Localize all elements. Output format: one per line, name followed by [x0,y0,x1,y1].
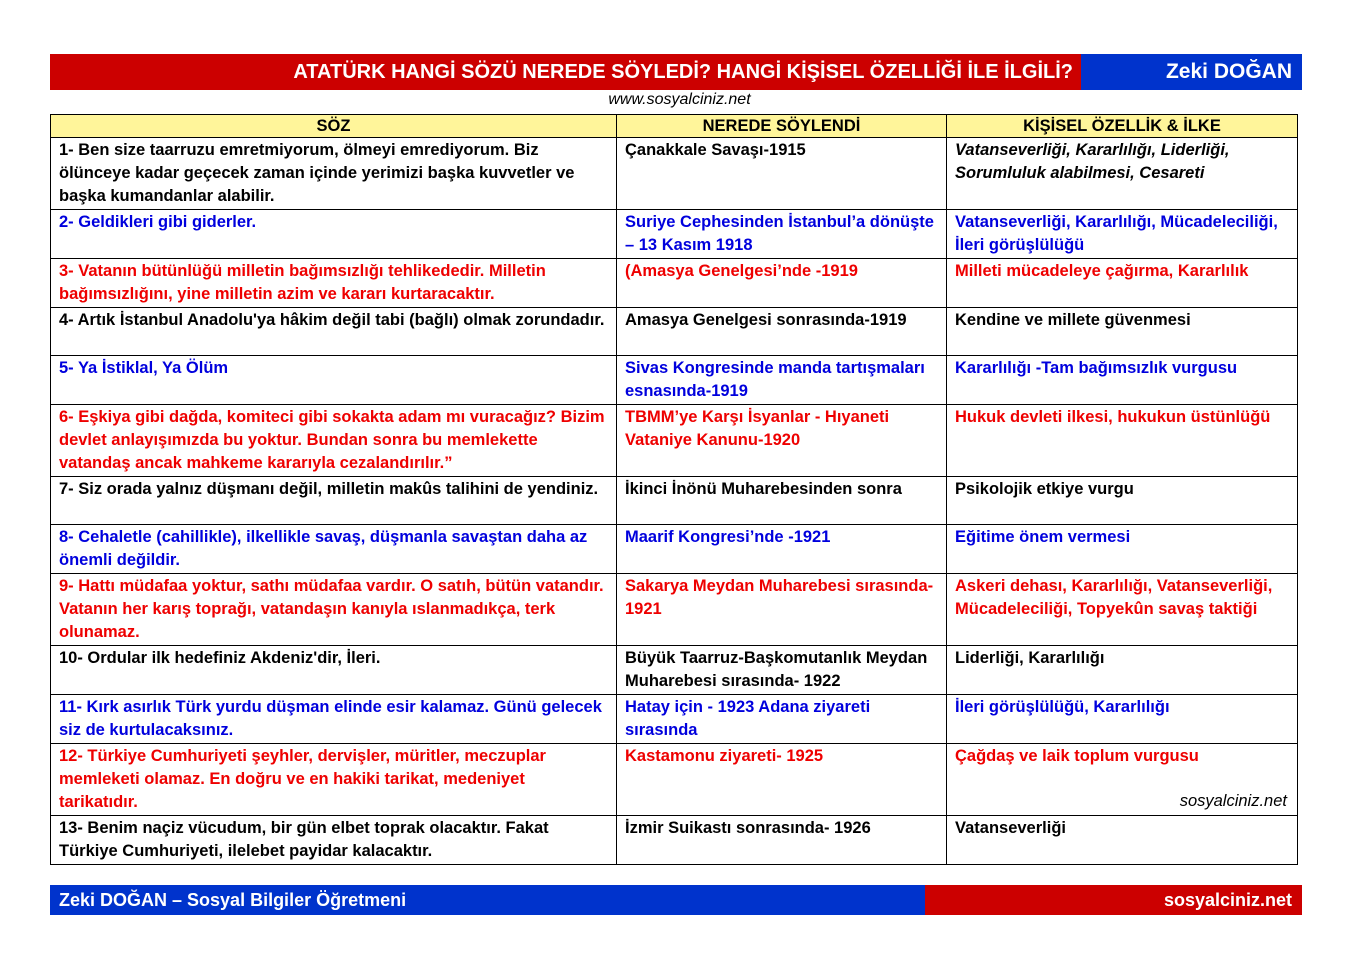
quote-cell: 5- Ya İstiklal, Ya Ölüm [51,356,617,405]
place-cell: Amasya Genelgesi sonrasında-1919 [617,308,947,356]
place-cell: Büyük Taarruz-Başkomutanlık Meydan Muharebesi sırasında- 1922 [617,646,947,695]
place-cell: Sakarya Meydan Muharebesi sırasında- 1921 [617,574,947,646]
footer-site: sosyalciniz.net [925,885,1302,915]
quote-cell: 6- Eşkiya gibi dağda, komiteci gibi sokakta adam mı vuracağız? Bizim devlet anlayışımızda bu yoktur. Bundan sonra bu memlekette vatandaş ancak mahkeme kararıyla cezalandırılır.” [51,405,617,477]
column-header-soz: SÖZ [51,115,617,138]
quote-cell: 2- Geldikleri gibi giderler. [51,210,617,259]
column-header-nerede: NEREDE SÖYLENDİ [617,115,947,138]
place-cell: Suriye Cephesinden İstanbul’a dönüşte – 13 Kasım 1918 [617,210,947,259]
footer-author: Zeki DOĞAN – Sosyal Bilgiler Öğretmeni [50,885,925,915]
place-cell: Çanakkale Savaşı-1915 [617,138,947,210]
watermark: sosyalciniz.net [1179,792,1287,810]
trait-cell: İleri görüşlülüğü, Kararlılığı [947,695,1298,744]
trait-cell: Kendine ve millete güvenmesi [947,308,1298,356]
trait-cell: Milleti mücadeleye çağırma, Kararlılık [947,259,1298,308]
table-row [51,308,1298,356]
table-row [51,405,1298,477]
table-row [51,744,1298,816]
place-cell: (Amasya Genelgesi’nde -1919 [617,259,947,308]
trait-cell: Askeri dehası, Kararlılığı, Vatanseverliği, Mücadeleciliği, Topyekûn savaş taktiği [947,574,1298,646]
trait-cell: Kararlılığı -Tam bağımsızlık vurgusu [947,356,1298,405]
author-name: Zeki DOĞAN [1081,54,1302,90]
quote-cell: 8- Cehaletle (cahillikle), ilkellikle savaş, düşmanla savaştan daha az önemli değildir. [51,525,617,574]
table-row [51,525,1298,574]
table-row [51,816,1298,865]
table-row [51,210,1298,259]
quote-cell: 4- Artık İstanbul Anadolu'ya hâkim değil tabi (bağlı) olmak zorundadır. [51,308,617,356]
trait-cell: Vatanseverliği, Kararlılığı, Mücadeleciliği, İleri görüşlülüğü [947,210,1298,259]
place-cell: TBMM’ye Karşı İsyanlar - Hıyaneti Vataniye Kanunu-1920 [617,405,947,477]
column-header-ozellik: KİŞİSEL ÖZELLİK & İLKE [947,115,1298,138]
quote-cell: 11- Kırk asırlık Türk yurdu düşman elinde esir kalamaz. Günü gelecek siz de kurtulacaksınız. [51,695,617,744]
trait-cell: Liderliği, Kararlılığı [947,646,1298,695]
page-footer [50,885,1302,915]
table-row [51,477,1298,525]
place-cell: Sivas Kongresinde manda tartışmaları esnasında-1919 [617,356,947,405]
table-row [51,574,1298,646]
trait-cell: Vatanseverliği, Kararlılığı, Liderliği, Sorumluluk alabilmesi, Cesareti [947,138,1298,210]
quotes-table [50,114,1298,865]
quote-cell: 7- Siz orada yalnız düşmanı değil, milletin makûs talihini de yendiniz. [51,477,617,525]
place-cell: İkinci İnönü Muharebesinden sonra [617,477,947,525]
quote-cell: 1- Ben size taarruzu emretmiyorum, ölmeyi emrediyorum. Biz ölünceye kadar geçecek zaman içinde yerimizi başka kuvvetler ve başka kumandanlar alabilir. [51,138,617,210]
page-title: ATATÜRK HANGİ SÖZÜ NEREDE SÖYLEDİ? HANGİ KİŞİSEL ÖZELLİĞİ İLE İLGİLİ? [50,54,1081,90]
page-header [50,54,1302,90]
place-cell: Kastamonu ziyareti- 1925 [617,744,947,816]
quote-cell: 3- Vatanın bütünlüğü milletin bağımsızlığı tehlikededir. Milletin bağımsızlığını, yine milletin azim ve kararı kurtaracaktır. [51,259,617,308]
table-row [51,646,1298,695]
site-url: www.sosyalciniz.net [608,91,751,108]
table-row [51,356,1298,405]
table-header-row [51,115,1298,138]
quote-cell: 9- Hattı müdafaa yoktur, sathı müdafaa vardır. O satıh, bütün vatandır. Vatanın her karış toprağı, vatandaşın kanıyla ıslanmadıkça, terk olunamaz. [51,574,617,646]
trait-cell: Hukuk devleti ilkesi, hukukun üstünlüğü [947,405,1298,477]
table-row [51,695,1298,744]
trait-cell: Psikolojik etkiye vurgu [947,477,1298,525]
quote-cell: 10- Ordular ilk hedefiniz Akdeniz'dir, İleri. [51,646,617,695]
trait-text: Çağdaş ve laik toplum vurgusu [955,747,1199,765]
trait-cell: Vatanseverliği [947,816,1298,865]
table-row [51,138,1298,210]
place-cell: Maarif Kongresi’nde -1921 [617,525,947,574]
quote-cell: 13- Benim naçiz vücudum, bir gün elbet toprak olacaktır. Fakat Türkiye Cumhuriyeti, ilelebet payidar kalacaktır. [51,816,617,865]
quote-cell: 12- Türkiye Cumhuriyeti şeyhler, dervişler, müritler, meczuplar memleketi olamaz. En doğru ve en hakiki tarikat, medeniyet tarikatıdır. [51,744,617,816]
place-cell: İzmir Suikastı sonrasında- 1926 [617,816,947,865]
place-cell: Hatay için - 1923 Adana ziyareti sırasında [617,695,947,744]
trait-cell [947,744,1298,816]
trait-cell: Eğitime önem vermesi [947,525,1298,574]
table-row [51,259,1298,308]
